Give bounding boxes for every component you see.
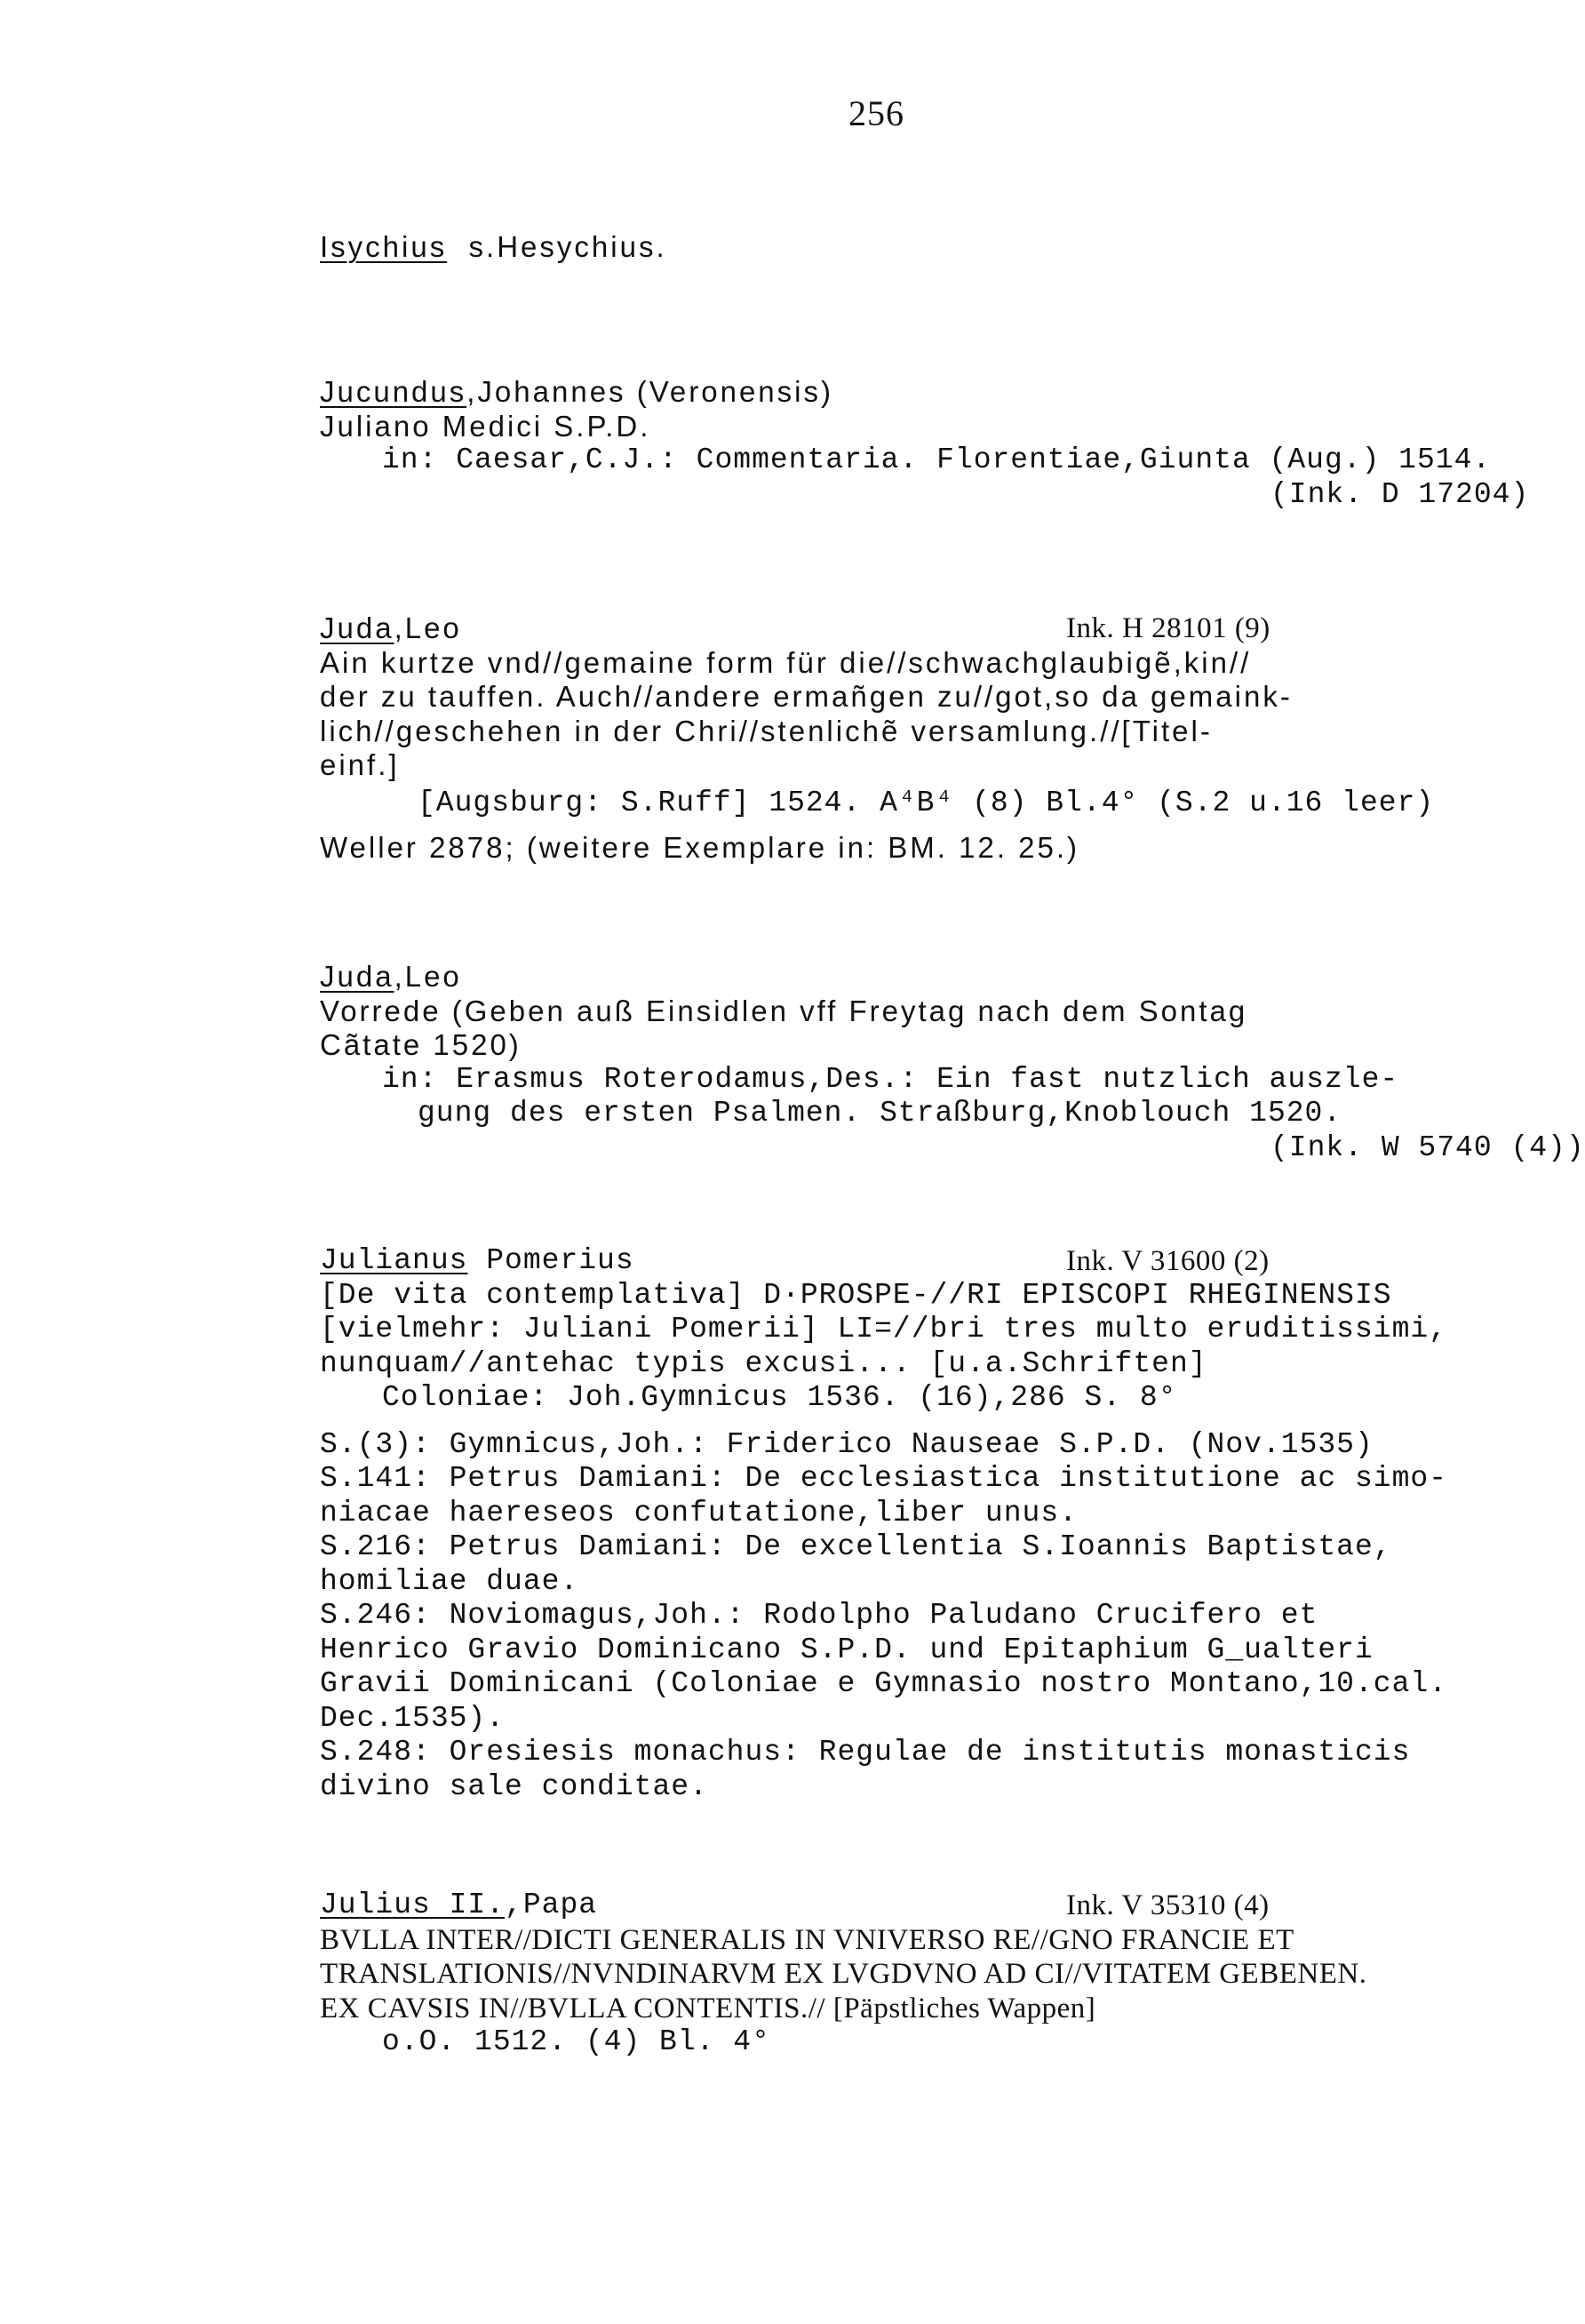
entry-line: [De vita contemplativa] D·PROSPE-//RI EPISCOPI RHEGINENSIS [320,1278,1392,1312]
page-number: 256 [848,93,904,133]
content-line: Dec.1535). [320,1701,506,1735]
entry-heading: Juda [320,960,394,993]
entry-line: in: Erasmus Roterodamus,Des.: Ein fast nutzlich auszle- [382,1062,1399,1096]
entry-heading-rest: ,Papa [505,1889,598,1921]
imprint-line: o.O. 1512. (4) Bl. 4° [382,2025,770,2058]
entry-line: lich//geschehen in der Chri//stenlichẽ versamlung.//[Titel- [320,714,1213,747]
entry-heading: Isychius [320,230,448,263]
shelfmark: (Ink. D 17204) [1270,477,1530,511]
content-line: S.141: Petrus Damiani: De ecclesiastica institutione ac simo- [320,1462,1447,1495]
content-line: niacae haereseos confutatione,liber unus. [320,1496,1078,1529]
entry-heading-rest: Pomerius [467,1244,634,1277]
entry-heading-rest: s.Hesychius. [447,230,667,263]
shelfmark: Ink. H 28101 (9) [1066,612,1270,644]
entry-heading-rest: ,Leo [394,960,462,993]
content-line: S.(3): Gymnicus,Joh.: Friderico Nauseae S.P.D. (Nov.1535) [320,1427,1374,1461]
entry-heading: Julius II. [320,1889,506,1921]
entry-line: der zu tauffen. Auch//andere ermañgen zu//got,so da gemaink- [320,680,1293,713]
entry-heading: Julianus [320,1244,468,1277]
content-line: S.246: Noviomagus,Joh.: Rodolpho Paludano Crucifero et [320,1599,1318,1632]
content-line: divino sale conditae. [320,1769,708,1803]
entry-line: BVLLA INTER//DICTI GENERALIS IN VNIVERSO RE//GNO FRANCIE ET [320,1923,1294,1956]
entry-juda-1 [320,611,1493,866]
entry-line: gung des ersten Psalmen. Straßburg,Knoblouch 1520. [418,1097,1342,1130]
content-line: Gravii Dominicani (Coloniae e Gymnasio nostro Montano,10.cal. [320,1667,1447,1700]
entry-line: EX CAVSIS IN//BVLLA CONTENTIS.// [Päpstliches Wappen] [320,1992,1096,2025]
entry-line: TRANSLATIONIS//NVNDINARVM EX LVGDVNO AD CI//VITATEM GEBENEN. [320,1958,1367,1990]
entry-juda-2 [320,960,1585,1165]
entry-line: einf.] [320,748,400,781]
content-line: Henrico Gravio Dominicano S.P.D. und Epitaphium G_ualteri [320,1633,1374,1666]
entry-line: Vorrede (Geben auß Einsidlen vff Freytag nach dem Sontag [320,994,1248,1027]
content-line: homiliae duae. [320,1564,579,1598]
imprint-line: [Augsburg: S.Ruff] 1524. A⁴B⁴ (8) Bl.4° (S.2 u.16 leer) [418,786,1435,819]
shelfmark: Ink. V 35310 (4) [1066,1889,1270,1921]
entry-line: Cãtate 1520) [320,1028,522,1061]
entry-heading-rest: ,Johannes (Veronensis) [466,375,833,408]
entry-line: Juliano Medici S.P.D. [320,409,651,443]
content-line: S.216: Petrus Damiani: De excellentia S.Ioannis Baptistae, [320,1530,1392,1563]
entry-julius [320,1889,1493,2060]
entry-heading-rest: ,Leo [394,611,462,644]
entry-line: nunquam//antehac typis excusi... [u.a.Schriften] [320,1346,1207,1380]
entry-line: Ain kurtze vnd//gemaine form für die//schwachglaubigẽ,kin// [320,645,1252,679]
shelfmark: (Ink. W 5740 (4)) [1270,1130,1585,1164]
entry-line: in: Caesar,C.J.: Commentaria. Florentiae,Giunta (Aug.) 1514. [382,443,1492,476]
entry-jucundus [320,375,1530,512]
entry-heading: Jucundus [320,375,467,408]
entry-isychius [320,230,1493,265]
shelfmark: Ink. V 31600 (2) [1066,1245,1270,1277]
note-line: Weller 2878; (weitere Exemplare in: BM. 12. 25.) [320,831,1080,864]
content-line: S.248: Oresiesis monachus: Regulae de institutis monasticis [320,1736,1411,1769]
imprint-line: Coloniae: Joh.Gymnicus 1536. (16),286 S. 8° [382,1381,1177,1414]
entry-julianus [320,1244,1493,1804]
entry-heading: Juda [320,611,394,644]
entry-line: [vielmehr: Juliani Pomerii] LI=//bri tres multo eruditissimi, [320,1313,1447,1346]
